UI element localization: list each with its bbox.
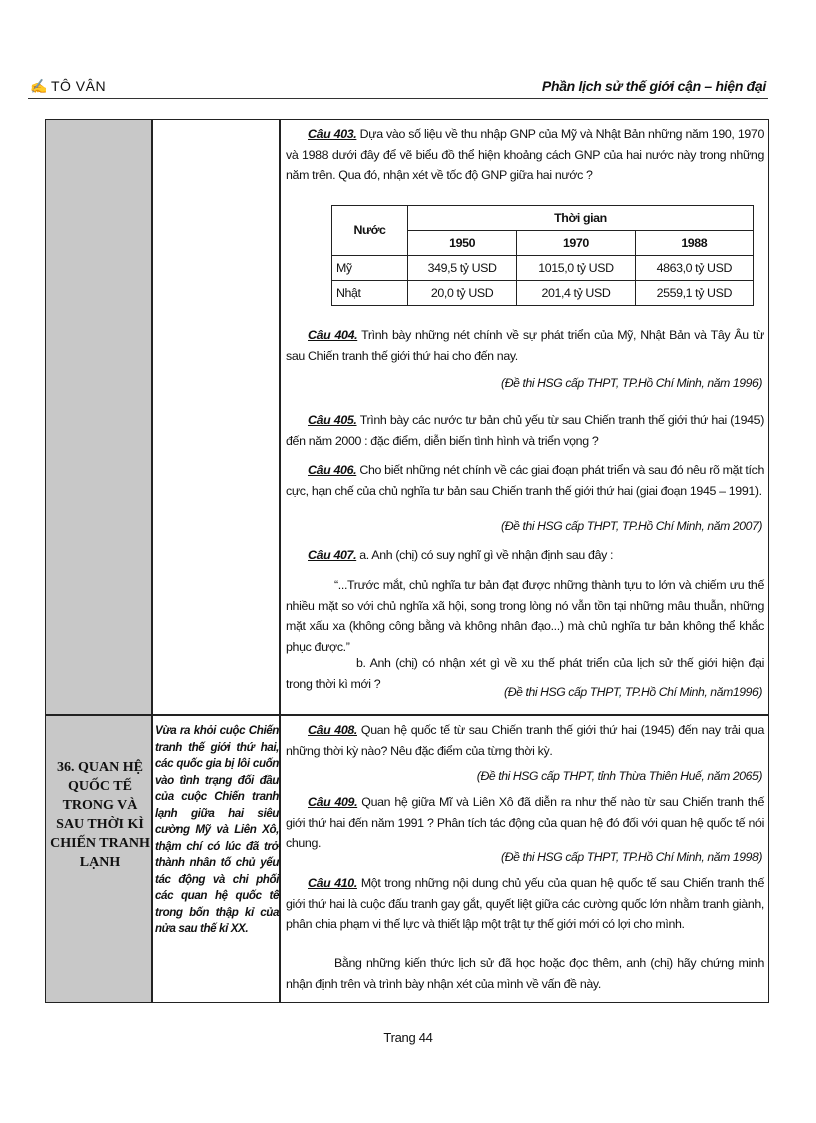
topic-description: Vừa ra khỏi cuộc Chiến tranh thế giới thứ hai, các quốc gia bị lôi cuốn vào tình trạng đối đầu của cuộc Chiến tranh lạnh giữa hai siêu cường Mỹ và Liên Xô, thậm chí có lúc đã trở thành nhân tố chủ yếu tác động và chi phối các quan hệ quốc tế trong bốn thập kỉ của nửa sau thế kỉ XX. — [155, 724, 279, 935]
content-table — [45, 119, 769, 1003]
question-part-a: a. Anh (chị) có suy nghĩ gì về nhận định sau đây : — [356, 548, 614, 562]
col-divider-1 — [151, 120, 153, 1002]
table-cell: 201,4 tỷ USD — [517, 281, 635, 306]
running-title: Phần lịch sử thế giới cận – hiện đại — [541, 78, 766, 94]
table-header-time: Thời gian — [408, 206, 754, 231]
question-text: Trình bày những nét chính về sự phát triển của Mỹ, Nhật Bản và Tây Âu từ sau Chiến tranh thế giới thứ hai cho đến nay. — [286, 328, 764, 363]
author-name: TÔ VÂN — [50, 78, 107, 94]
question-label: Câu 410. — [308, 876, 357, 890]
question-label: Câu 406. — [308, 463, 357, 477]
gnp-table — [331, 205, 754, 306]
question-text: Một trong những nội dung chủ yếu của quan hệ quốc tế sau Chiến tranh thế giới thứ hai là cuộc đấu tranh gay gắt, quyết liệt giữa các cường quốc lớn nhằm tranh giành, phân chia phạm vi thế lực và thiết lập một trật tự thế giới mới có lợi cho mình. — [286, 876, 765, 931]
question-407-part-b: b. Anh (chị) có nhận xét gì về xu thế phát triển của lịch sử thế giới hiện đại trong thời kì mới ? — [286, 656, 764, 691]
table-cell: Nhật — [332, 281, 408, 306]
question-label: Câu 404. — [308, 328, 358, 342]
table-header-year: 1970 — [517, 231, 635, 256]
question-source: (Đề thi HSG cấp THPT, TP.Hồ Chí Minh, năm 1996) — [501, 376, 762, 390]
table-cell: 2559,1 tỷ USD — [635, 281, 753, 306]
question-405 — [286, 410, 764, 451]
row1-topic-cell — [46, 120, 153, 714]
question-source: (Đề thi HSG cấp THPT, tỉnh Thừa Thiên Huế, năm 2065) — [476, 769, 762, 783]
table-cell: 20,0 tỷ USD — [408, 281, 517, 306]
question-409 — [286, 792, 764, 854]
question-text: Trình bày các nước tư bản chủ yếu từ sau Chiến tranh thế giới thứ hai (1945) đến năm 2000 : đặc điểm, diễn biến tình hình và triển vọng ? — [286, 413, 765, 448]
question-text: Quan hệ quốc tế từ sau Chiến tranh thế giới thứ hai (1945) đến nay trải qua những thời kỳ nào? Nêu đặc điểm của từng thời kỳ. — [286, 723, 764, 758]
question-410 — [286, 873, 764, 935]
table-row — [332, 256, 754, 281]
row-divider — [46, 714, 768, 716]
question-407-quote: “...Trước mắt, chủ nghĩa tư bản đạt được những thành tựu to lớn và chiếm ưu thế nhiều mặt so với chủ nghĩa xã hội, song trong lòng nó vẫn tồn tại những mâu thuẫn, những mặt xấu xa (không công bằng và không nhân đạo...) mà chủ nghĩa tư bản không thể khắc phục được.” — [286, 578, 764, 654]
question-label: Câu 408. — [308, 723, 357, 737]
question-403 — [286, 124, 764, 186]
col-divider-2 — [279, 120, 281, 1002]
question-404 — [286, 325, 764, 366]
topic-title: 36. QUAN HỆ QUỐC TẾ TRONG VÀ SAU THỜI KÌ CHIẾN TRANH LẠNH — [50, 760, 150, 870]
question-text: Quan hệ giữa Mĩ và Liên Xô đã diễn ra như thế nào từ sau Chiến tranh thế giới thứ hai đến năm 1991 ? Phân tích tác động của quan hệ đó đối với quan hệ quốc tế nói chung. — [286, 795, 764, 850]
question-label: Câu 405. — [308, 413, 357, 427]
table-cell: 4863,0 tỷ USD — [635, 256, 753, 281]
question-text: Dựa vào số liệu về thu nhập GNP của Mỹ và Nhật Bản những năm 190, 1970 và 1988 dưới đây để vẽ biểu đồ thể hiện khoảng cách GNP của hai nước này trong những năm trên. Qua đó, nhận xét về tốc độ GNP giữa hai nước ? — [286, 127, 764, 182]
table-row — [332, 281, 754, 306]
header-rule — [28, 98, 768, 99]
question-text: Cho biết những nét chính về các giai đoạn phát triển và sau đó nêu rõ mặt tích cực, hạn chế của chủ nghĩa tư bản sau Chiến tranh thế giới thứ hai (giai đoạn 1945 – 1991). — [286, 463, 764, 498]
question-source: (Đề thi HSG cấp THPT, TP.Hồ Chí Minh, năm1996) — [504, 685, 762, 699]
page-header — [28, 72, 768, 102]
question-label: Câu 409. — [308, 795, 358, 809]
question-label: Câu 403. — [308, 127, 357, 141]
question-408 — [286, 720, 764, 761]
table-cell: Mỹ — [332, 256, 408, 281]
question-406 — [286, 460, 764, 501]
question-source: (Đề thi HSG cấp THPT, TP.Hồ Chí Minh, năm 1998) — [501, 850, 762, 864]
question-410-followup: Bằng những kiến thức lịch sử đã học hoặc đọc thêm, anh (chị) hãy chứng minh nhận định trên và trình bày nhận xét của mình về vấn đề này. — [286, 956, 764, 991]
question-407 — [286, 545, 764, 566]
author — [30, 78, 106, 95]
table-header-year: 1950 — [408, 231, 517, 256]
table-cell: 349,5 tỷ USD — [408, 256, 517, 281]
table-header-year: 1988 — [635, 231, 753, 256]
pen-writing-icon: ✍ — [30, 78, 48, 94]
question-label: Câu 407. — [308, 548, 357, 562]
page-number: Trang 44 — [383, 1030, 433, 1045]
question-source: (Đề thi HSG cấp THPT, TP.Hồ Chí Minh, năm 2007) — [501, 519, 762, 533]
table-header-country: Nước — [332, 206, 408, 256]
table-cell: 1015,0 tỷ USD — [517, 256, 635, 281]
